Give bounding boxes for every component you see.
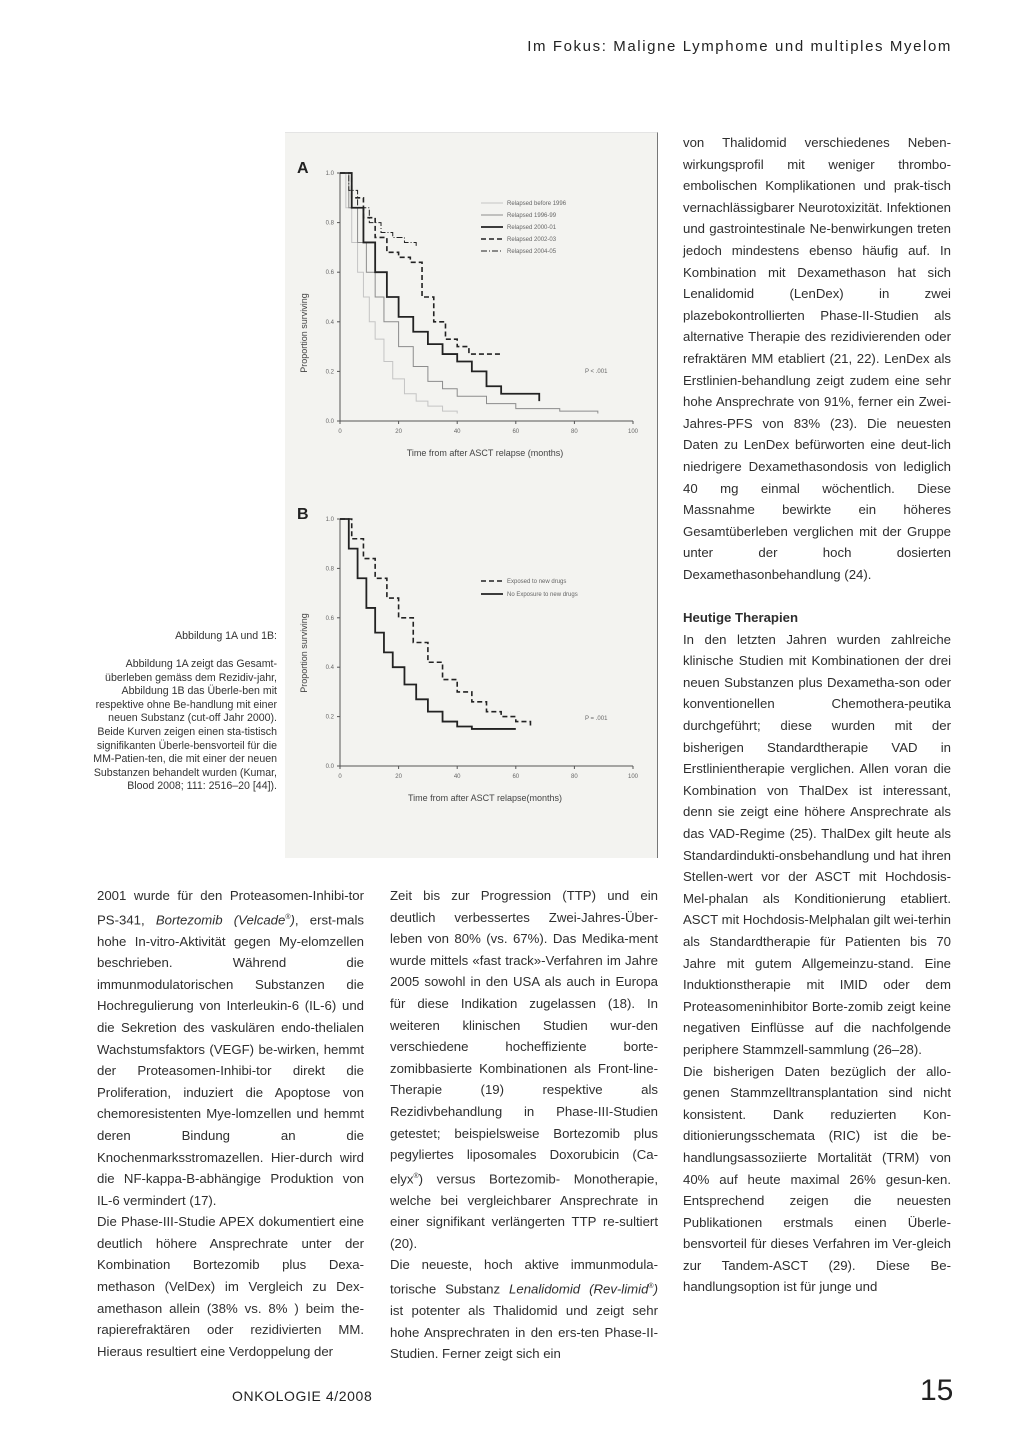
- figure-caption-body: Abbildung 1A zeigt das Gesamt-überleben gemäss dem Rezidiv-jahr, Abbildung 1B das Überle-ben mit respektive ohne Be-handlung mit einer neuen Substanz (cut-off Jahr 2000). Beide Kurven zeigen einen sta-tistisch signifikanten Überle-bensvorteil für die MM-Patien-ten, die mit einer der neuen Substanzen behandelt wurden (Kumar, Blood 2008; 111: 2516–20 [44]).: [93, 658, 277, 793]
- panel-b-x-tick-label: 0: [338, 774, 342, 780]
- panel-b-legend: [481, 579, 578, 598]
- panel-a-series-line: [340, 173, 598, 414]
- panel-b-ylabel: Proportion surviving: [299, 613, 309, 693]
- text-run: Die neueste, hoch aktive immunmodula-torische Substanz: [390, 1257, 658, 1297]
- panel-a-x-tick-label: 0: [338, 429, 342, 435]
- panel-a-x-tick-label: 60: [512, 429, 520, 435]
- panel-b-y-tick-label: 0.0: [325, 764, 334, 770]
- panel-a-x-tick-label: 80: [571, 429, 578, 435]
- panel-a-series: [340, 173, 598, 414]
- panel-b-pvalue: P = .001: [585, 716, 608, 722]
- paragraph: [390, 1254, 658, 1364]
- panel-b-y-tick-label: 1.0: [325, 517, 334, 523]
- paragraph: Die Phase-III-Studie APEX dokumentiert eine deutlich höhere Ansprechrate unter der Kombination Bortezomib plus Dexa-methason (VelDex) im Vergleich zu Dex-amethason allein (38% vs. 8% ) beim the-rapierefraktären oder rezidivierten MM. Hieraus resultiert eine Verdoppelung der: [97, 1214, 364, 1359]
- panel-b-letter: B: [297, 506, 309, 523]
- panel-a-legend: [481, 201, 567, 255]
- panel-a-y-tick-label: 0.6: [325, 270, 334, 277]
- section-heading: Heutige Therapien: [683, 610, 799, 626]
- text-run: Zeit bis zur Progression (TTP) und ein deutlich verbessertes Zwei-Jahres-Über-leben von 80% (vs. 67%). Das Medika-ment wurde mittels «fast track»-Verfahren im Jahre 2005 sowohl in den USA als auch in Europa für diese Indikation zugelassen (18). In weiteren klinischen Studien wur-den verschiedene hocheffiziente borte-zomibbasierte Kombinationen als Front-line-Therapie (19) respektive als Rezidivbehandlung in Phase-III-Studien getestet; beispielsweise Bortezomib plus pegyliertes liposomales Doxorubicin (Ca-elyx: [390, 888, 658, 1187]
- panel-a-legend-label: Relapsed before 1996: [507, 201, 567, 207]
- text-run: 2001 wurde für den Proteasomen-Inhibi-tor PS-341,: [97, 888, 364, 927]
- panel-b-y-tick-label: 0.8: [325, 566, 334, 573]
- panel-a-axes: [326, 171, 639, 435]
- panel-b-series-line: [340, 519, 530, 726]
- text-column-3: [683, 132, 951, 1298]
- panel-b-series-line: [340, 519, 516, 729]
- panel-b-axes: [326, 517, 639, 780]
- text-run: ): [653, 1281, 658, 1297]
- text-run: , erst-mals hohe In-vitro-Aktivität gegen My-elomzellen beschrieben. Während die immunmodulatorischen Substanzen die Hochregulierung von Interleukin-6 (IL-6) und die Sekretion des vaskulären endo-thelialen Wachstumsfaktors (VEGF) be-wirken, hemmt der Proteasomen-Inhibi-tor direkt die Proliferation, induziert die Apoptose von chemoresistenten Mye-lomzellen und hemmt deren Bindung an die Knochenmarksstromazellen. Hier-durch wird die NF-kappa-B-abhängige Produktion von IL-6 vermindert (17).: [97, 911, 364, 1208]
- text-column-1: [97, 885, 364, 1362]
- registered-mark: ®: [648, 1283, 654, 1291]
- page-number: 15: [920, 1374, 954, 1407]
- panel-b-xlabel: Time from after ASCT relapse(months): [407, 793, 563, 803]
- panel-b-legend-label: No Exposure to new drugs: [507, 592, 578, 598]
- panel-b-legend-label: Exposed to new drugs: [507, 579, 567, 585]
- panel-a-legend-label: Relapsed 2002-03: [507, 237, 557, 243]
- panel-a-x-tick-label: 40: [453, 429, 461, 435]
- paragraph: [97, 885, 364, 1211]
- drug-name: Lenalidomid (Rev-limid: [509, 1281, 649, 1297]
- registered-mark: ®: [413, 1172, 419, 1180]
- panel-a-legend-label: Relapsed 1996-99: [507, 213, 557, 219]
- panel-b-x-tick-label: 40: [453, 774, 461, 780]
- panel-a-pvalue: P < .001: [585, 369, 608, 375]
- running-header: Im Fokus: Maligne Lymphome und multiples Myelom: [527, 38, 952, 55]
- panel-a-x-tick-label: 20: [395, 429, 402, 435]
- panel-a-legend-label: Relapsed 2004-05: [507, 249, 557, 255]
- panel-b-y-tick-label: 0.4: [325, 665, 334, 672]
- paragraph: von Thalidomid verschiedenes Neben-wirkungsprofil mit weniger thrombo-embolischen Komplikationen und prak-tisch vernachlässigbarer Neurotoxizität. Infektionen und gastrointestinale Ne-benwirkungen treten jedoch mindestens ebenso häufig auf. In Kombination mit Dexamethason hat sich Lenalidomid (LenDex) in zwei plazebokontrollierten Phase-II-Studien als alternative Therapie des rezidivierenden oder refraktären MM etabliert (21, 22). LenDex als Erstlinien-behandlung zeigt zudem eine sehr hohe Ansprechrate von 91%, ferner ein Zwei-Jahres-PFS von 83% (23). Die neuesten Daten zu LenDex befürworten eine deut-lich niedrigere Dexamethasondosis von lediglich 40 mg einmal wöchentlich. Diese Massnahme bewirkte ein höheres Gesamtüberleben verglichen mit der Gruppe unter der hoch dosierten Dexamethasonbehandlung (24).: [683, 135, 951, 582]
- panel-b-y-tick-label: 0.6: [325, 615, 334, 622]
- panel-a-legend-label: Relapsed 2000-01: [507, 225, 557, 231]
- panel-b-series: [340, 519, 530, 729]
- survival-figure: [285, 133, 657, 858]
- paragraph: Die bisherigen Daten bezüglich der allo-genen Stammzelltransplantation sind nicht konsistent. Dank reduzierten Kon-ditionierungsschemata (RIC) ist die be-handlungsassoziierte Mortalität (TRM) von 40% auf heute maximal 26% gesun-ken. Entsprechend zeigen die neuesten Publikationen erstmals einen Überle-bensvorteil für dieses Verfahren im Ver-gleich zur Tandem-ASCT (29). Diese Be-handlungsoption ist für junge und: [683, 1063, 951, 1295]
- panel-b-x-tick-label: 60: [512, 774, 520, 780]
- panel-a-letter: A: [297, 160, 309, 177]
- panel-b-chart: [297, 506, 639, 803]
- panel-a-y-tick-label: 0.4: [325, 319, 334, 326]
- paragraph: [390, 885, 658, 1254]
- panel-b-x-tick-label: 80: [571, 774, 578, 780]
- panel-a-y-tick-label: 0.0: [325, 419, 334, 425]
- panel-b-x-tick-label: 100: [627, 774, 639, 780]
- text-column-2: [390, 885, 658, 1365]
- drug-name: Bortezomib (Velcade: [155, 911, 286, 927]
- panel-a-series-line: [340, 173, 539, 401]
- panel-a-y-tick-label: 0.8: [325, 220, 334, 227]
- registered-mark: ®: [285, 913, 291, 921]
- panel-a-series-line: [340, 173, 501, 354]
- paragraph: In den letzten Jahren wurden zahlreiche klinische Studien mit Kombinationen der drei neuen Substanzen plus Dexametha-son oder konventionellen Chemothera-peutika durchgeführt; diese wurden mit der bisherigen Standardtherapie VAD in Erstlinientherapie verglichen. Allen voran die Kombination von ThalDex ist interessant, denn sie zeigt eine höhere Ansprechrate als das VAD-Regime (25). ThalDex gilt heute als Standardindukti-onsbehandlung und hat ihren Stellen-wert vor der ASCT mit Hochdosis-Mel-phalan als Konditionierung etabliert. ASCT mit Hochdosis-Melphalan gilt wei-terhin als Standardtherapie für Patienten bis 70 Jahre mit gutem Allgemeinzu-stand. Eine Induktionstherapie mit IMID oder dem Proteasomeninhibitor Borte-zomib zeigt keine negativen Einflüsse auf die nachfolgende periphere Stammzell-sammlung (26–28).: [683, 631, 952, 1057]
- text-run: ): [290, 911, 295, 927]
- panel-b-x-tick-label: 20: [395, 774, 402, 780]
- journal-footer: ONKOLOGIE 4/2008: [232, 1388, 373, 1404]
- figure-caption-title: Abbildung 1A und 1B:: [175, 630, 277, 642]
- text-run: ) versus Bortezomib- Monotherapie, welche bei vergleichbarer Ansprechrate in einer signifikant verlängerten TTP re-sultiert (20).: [390, 1171, 658, 1251]
- panel-a-xlabel: Time from after ASCT relapse (months): [406, 448, 564, 458]
- panel-a-ylabel: Proportion surviving: [299, 293, 309, 373]
- text-run: ist potenter als Thalidomid und zeigt sehr hohe Ansprechraten in den ers-ten Phase-II-Studien. Ferner zeigt sich ein: [390, 1303, 658, 1362]
- figure-frame: [285, 132, 658, 858]
- panel-a-x-tick-label: 100: [627, 429, 639, 435]
- panel-a-y-tick-label: 0.2: [325, 369, 334, 376]
- panel-b-y-tick-label: 0.2: [325, 714, 334, 721]
- panel-a-y-tick-label: 1.0: [325, 171, 334, 177]
- panel-a-chart: [297, 160, 639, 458]
